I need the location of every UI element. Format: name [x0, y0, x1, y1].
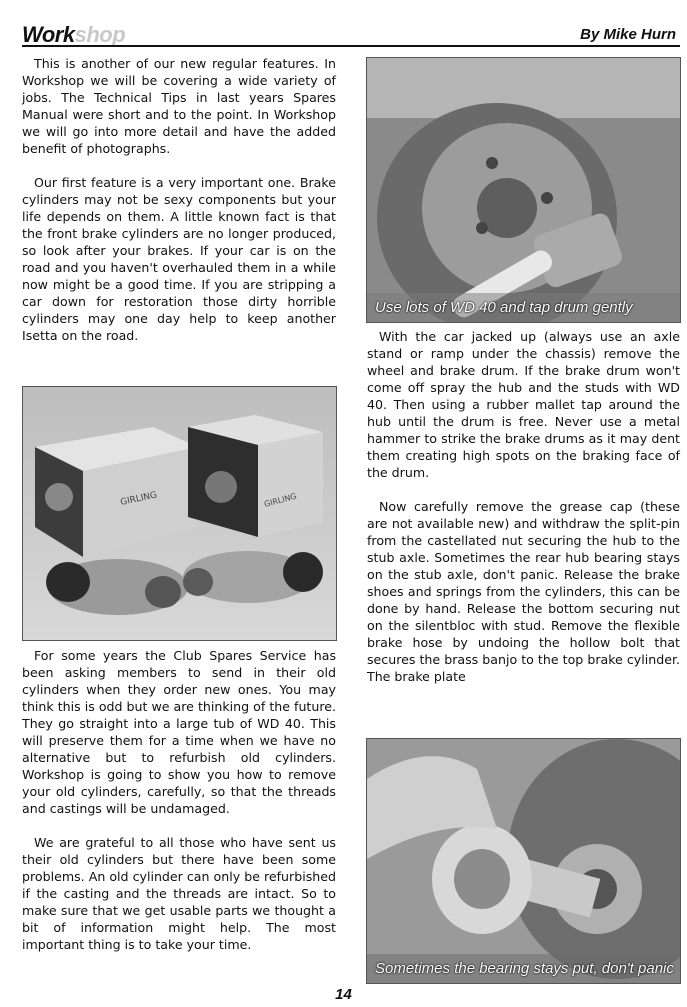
- box-label-left: GIRLING: [119, 490, 159, 508]
- brake-cylinders-paragraph: Our first feature is a very important one. Brake cylinders may not be sexy components but your life depends on them. A little known fact is that the front brake cylinders are no longer produced, so look after your brakes. If your car is on the road and you haven't overhauled them in a while now might be a good time. If you are stripping a car down for restoration those dirty horrible cylinders may one day help to keep another Isetta on the road.: [22, 175, 336, 343]
- section-title-main: Work: [22, 22, 75, 47]
- brake-drum-photo: [366, 57, 681, 323]
- author-byline: By Mike Hurn: [580, 26, 676, 43]
- photo1-caption: Use lots of WD 40 and tap drum gently: [375, 299, 633, 316]
- page-header: [22, 22, 680, 48]
- brake-cylinders-photo: [22, 386, 337, 641]
- jack-up-paragraph: With the car jacked up (always use an axle stand or ramp under the chassis) remove the wheel and brake drum. If the brake drum won't come off spray the hub and the studs with WD 40. Then using a rubber mallet tap around the hub until the drum is free. Never use a metal hammer to strike the brake drums as it may dent them creating high spots on the braking face of the drum.: [367, 329, 680, 480]
- left-text-block-2: [22, 647, 336, 953]
- right-text-block: [367, 328, 680, 685]
- left-text-block-1: [22, 55, 336, 344]
- grateful-paragraph: We are grateful to all those who have sent us their old cylinders but there have been some problems. An old cylinder can only be refurbished if the casting and the threads are intact. So to make sure that we get usable parts we thought a bit of information might help. The most important thing is to take your time.: [22, 835, 336, 952]
- section-title-faded: shop: [74, 22, 126, 47]
- stub-axle-photo: [366, 738, 681, 984]
- intro-paragraph: This is another of our new regular features. In Workshop we will be covering a wide variety of jobs. The Technical Tips in last years Spares Manual were short and to the point. In Workshop we will go into more detail and have the added benefit of photographs.: [22, 56, 336, 156]
- page-number: 14: [335, 986, 352, 1003]
- spares-service-paragraph: For some years the Club Spares Service has been asking members to send in their old cylinders when they order new ones. You may think this is odd but we are thinking of the future. They go straight into a large tub of WD 40. This will preserve them for a time when we have no alternative but to refurbish old cylinders. Workshop is going to show you how to remove your old cylinders, carefully, so that the threads and castings will be undamaged.: [22, 648, 336, 816]
- header-rule: [22, 45, 680, 47]
- photo2-caption: Sometimes the bearing stays put, don't panic: [375, 960, 674, 977]
- box-label-right: GIRLING: [263, 491, 298, 509]
- grease-cap-paragraph: Now carefully remove the grease cap (these are not available new) and withdraw the split-pin from the castellated nut securing the hub to the stub axle. Sometimes the rear hub bearing stays on the stub axle, don't panic. Release the brake shoes and springs from the cylinders, this can be done by hand. Release the bottom securing nut on the silentbloc with stud. Remove the flexible brake hose by undoing the hollow bolt that secures the brass banjo to the top brake cylinder. The brake plate: [367, 499, 680, 684]
